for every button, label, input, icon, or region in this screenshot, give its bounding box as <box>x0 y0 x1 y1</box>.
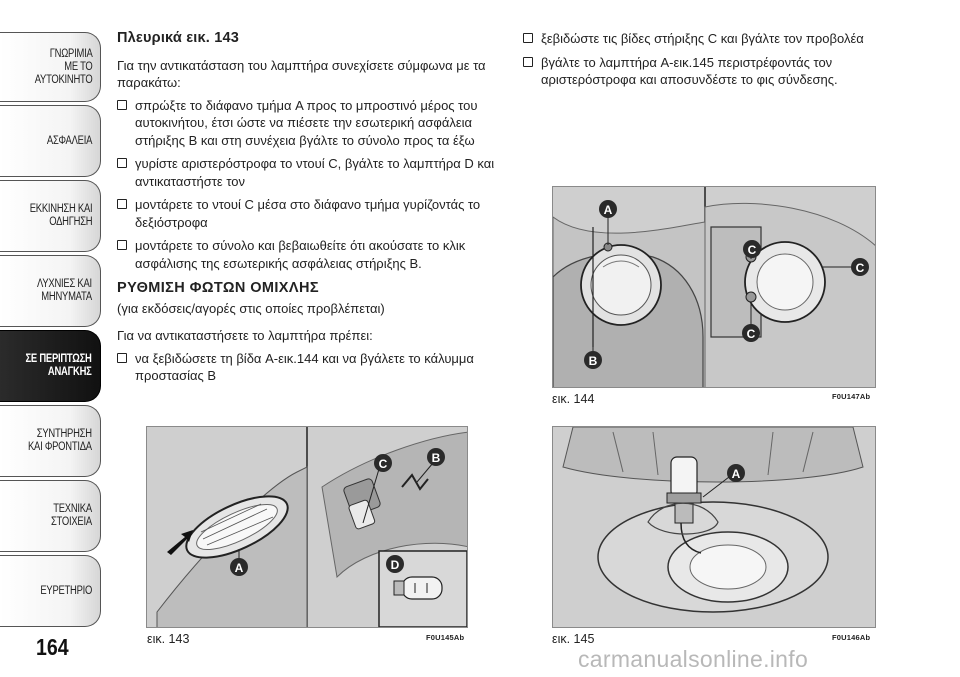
figure-144-fog-light-cover <box>552 186 876 388</box>
checkbox-bullet-icon <box>117 353 127 363</box>
left-text-column <box>117 30 497 391</box>
figure-145-code: F0U146Ab <box>832 633 871 642</box>
figure-144-code: F0U147Ab <box>832 392 871 401</box>
svg-text:D: D <box>390 558 400 572</box>
tab-emergency[interactable]: ΣΕ ΠΕΡΙΠΤΩΣΗ ΑΝΑΓΚΗΣ <box>0 330 101 402</box>
list-item: βγάλτε το λαμπτήρα A-εικ.145 περιστρέφοντάς τον αριστερόστροφα και αποσυνδέστε το φις σύνδεσης. <box>523 54 893 89</box>
list-item: μοντάρετε το ντουί C μέσα στο διάφανο τμήμα γυρίζοντάς το δεξιόστροφα <box>117 196 497 231</box>
svg-text:A: A <box>603 203 613 217</box>
tab-technical-data[interactable]: ΤΕΧΝΙΚΑ ΣΤΟΙΧΕΙΑ <box>0 480 101 552</box>
svg-text:C: C <box>746 327 756 341</box>
list-item: μοντάρετε το σύνολο και βεβαιωθείτε ότι ακούσατε το κλικ ασφάλισης της εσωτερικής ασφάλειας στήριξης B. <box>117 237 497 272</box>
tab-maintenance[interactable]: ΣΥΝΤΗΡΗΣΗ ΚΑΙ ΦΡΟΝΤΙΔΑ <box>0 405 101 477</box>
svg-text:B: B <box>588 354 598 368</box>
section-title-fog-lights: ΡΥΘΜΙΣΗ ΦΩΤΩΝ ΟΜΙΧΛΗΣ <box>117 280 319 296</box>
checkbox-bullet-icon <box>117 100 127 110</box>
figure-144-caption: εικ. 144 <box>552 392 595 406</box>
section-title-side-lights: Πλευρικά εικ. 143 <box>117 30 240 46</box>
svg-text:C: C <box>378 457 388 471</box>
figure-143-side-light <box>146 426 468 628</box>
tab-index[interactable]: ΕΥΡΕΤΗΡΙΟ <box>0 555 101 627</box>
page-number: 164 <box>36 634 69 660</box>
svg-text:B: B <box>431 451 441 465</box>
checkbox-bullet-icon <box>117 240 127 250</box>
checkbox-bullet-icon <box>523 57 533 67</box>
chapter-sidebar <box>0 0 103 640</box>
tab-warning-lights[interactable]: ΛΥΧΝΙΕΣ ΚΑΙ ΜΗΝΥΜΑΤΑ <box>0 255 101 327</box>
steps-list <box>117 350 497 385</box>
checkbox-bullet-icon <box>117 158 127 168</box>
steps-list <box>523 30 893 89</box>
checkbox-bullet-icon <box>523 33 533 43</box>
tab-starting-driving[interactable]: ΕΚΚΙΝΗΣΗ ΚΑΙ ΟΔΗΓΗΣΗ <box>0 180 101 252</box>
list-item: να ξεβιδώσετε τη βίδα A-εικ.144 και να βγάλετε το κάλυμμα προστασίας B <box>117 350 497 385</box>
tab-safety[interactable]: ΑΣΦΑΛΕΙΑ <box>0 105 101 177</box>
svg-text:A: A <box>234 561 244 575</box>
steps-list <box>117 97 497 273</box>
figure-143-caption: εικ. 143 <box>147 632 190 646</box>
svg-text:C: C <box>747 243 757 257</box>
figure-145-caption: εικ. 145 <box>552 632 595 646</box>
section-subtitle: (για εκδόσεις/αγορές στις οποίες προβλέπεται) <box>117 300 385 316</box>
checkbox-bullet-icon <box>117 199 127 209</box>
list-item: γυρίστε αριστερόστροφα το ντουί C, βγάλτε το λαμπτήρα D και αντικαταστήστε τον <box>117 155 497 190</box>
list-item: ξεβιδώστε τις βίδες στήριξης C και βγάλτε τον προβολέα <box>523 30 893 48</box>
watermark: carmanualsonline.info <box>578 646 809 672</box>
tab-getting-to-know[interactable]: ΓΝΩΡΙΜΙΑ ΜΕ ΤΟ ΑΥΤΟΚΙΝΗΤΟ <box>0 32 101 102</box>
section-intro: Για την αντικατάσταση του λαμπτήρα συνεχίσετε σύμφωνα με τα παρακάτω: <box>117 57 486 90</box>
right-text-column <box>523 30 893 95</box>
svg-text:C: C <box>855 261 865 275</box>
svg-text:A: A <box>731 467 741 481</box>
figure-145-fog-bulb <box>552 426 876 628</box>
section-intro: Για να αντικαταστήσετε το λαμπτήρα πρέπει: <box>117 328 373 343</box>
figure-143-code: F0U145Ab <box>426 633 465 642</box>
list-item: σπρώξτε το διάφανο τμήμα A προς το μπροστινό μέρος του αυτοκινήτου, έτσι ώστε να πιέσετε την εσωτερική ασφάλεια στήριξης B και στη συνέχεια βγάλτε το σύνολο προς τα έξω <box>117 97 497 150</box>
